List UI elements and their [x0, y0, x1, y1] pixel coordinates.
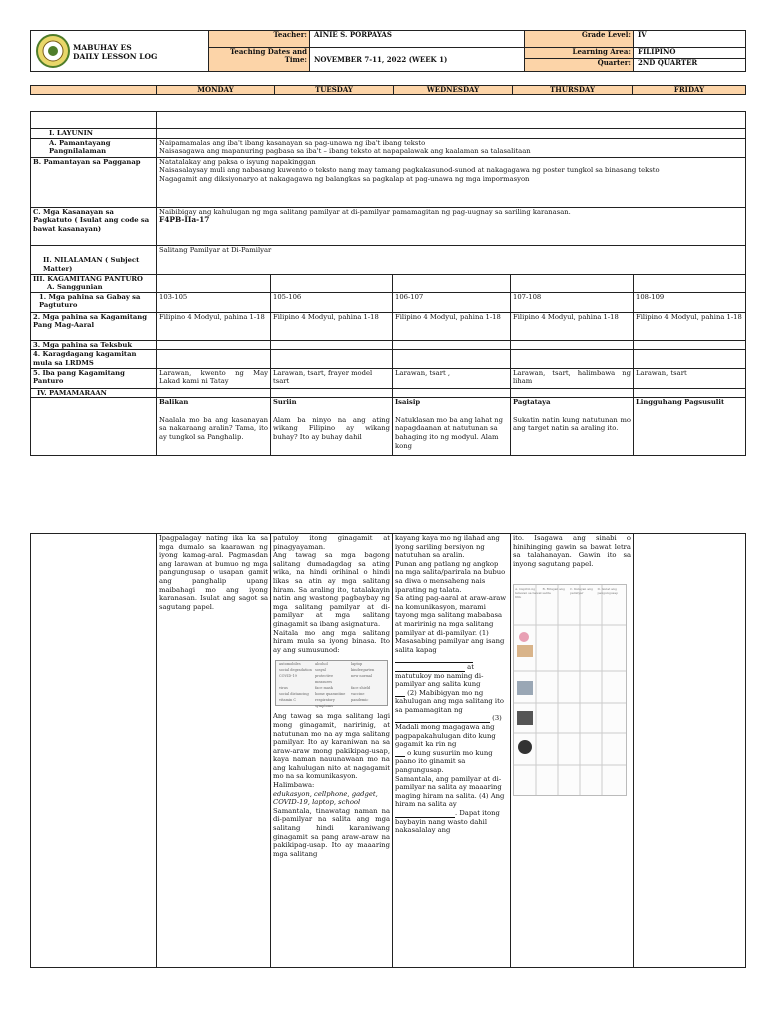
mini-word: COVID-19 — [279, 674, 297, 679]
suriin-cont-d: Ang tawag sa mga salitang lagi mong ginagamit, naririnig, at natutunan mo na ay mga salitang pamilyar. Ito ay karaniwan na sa araw-araw mong pakikipag-usap, kaya naman nauunawaan mo na ang kahulugan nito at nagagamit mo na sa komunikasyon. — [273, 712, 390, 781]
mini-word: new normal — [351, 674, 372, 679]
kagamitang-panturo-label: III. KAGAMITANG PANTURO — [33, 274, 143, 283]
balikan-heading: Balikan — [159, 398, 189, 407]
isaisip-cont-e: (2) Mabibigyan mo ng kahulugan ang mga salitang ito sa pamamagitan ng — [395, 688, 504, 714]
gabay-mon: 103-105 — [157, 292, 271, 312]
day-thursday: THURSDAY — [513, 86, 633, 95]
mini-word: social degradation — [279, 668, 312, 673]
pagtataya-heading: Pagtataya — [513, 398, 551, 407]
mini-word: respiratory symptoms — [315, 698, 335, 709]
mini-word: virus — [279, 686, 288, 691]
area-label: Learning Area: — [525, 48, 634, 59]
iba-thu: Larawan, tsart, halimbawa ng liham — [511, 368, 634, 388]
suriin-heading: Suriin — [273, 398, 297, 407]
lingguhan-heading: Lingguhang Pagsusulit — [636, 398, 725, 407]
nilalaman-label: II. NILALAMAN ( Subject Matter) — [31, 245, 157, 274]
log-title: DAILY LESSON LOG — [73, 52, 158, 61]
suriin-cont-c: Naitala mo ang mga salitang hiram mula sa iyong binasa. Ito ay ang sumusunod: — [273, 628, 390, 654]
isaisip-cont-g: o kung susuriin mo kung paano ito ginamit sa pangungusap. — [395, 748, 493, 775]
competency-code: F4PB-IIa-17 — [159, 215, 210, 225]
pagganap-text2: Naisasalaysay muli ang nabasang kuwento o teksto nang may tamang pagkakasunod-sunod at nakagagawa ng poster tungkol sa binasang teksto — [159, 166, 660, 175]
deped-seal-icon — [36, 34, 70, 68]
mini-word: automobiles — [279, 662, 301, 667]
isaisip-heading: Isaisip — [395, 398, 421, 407]
day-friday: FRIDAY — [633, 86, 746, 95]
blank-line — [395, 655, 473, 663]
layunin-heading: I. LAYUNIN — [31, 129, 157, 139]
quarter-value: 2ND QUARTER — [634, 59, 746, 72]
teacher-label: Teacher: — [209, 31, 310, 48]
teksbuk-label: 3. Mga pahina sa Teksbuk — [31, 340, 157, 350]
thumb-label: A. Gupitin ng larawan sa bawat titik — [515, 587, 542, 599]
kag-mon: Filipino 4 Modyul, pahina 1-18 — [157, 312, 271, 340]
mini-word: protective measures — [315, 674, 334, 685]
day-monday: MONDAY — [157, 86, 275, 95]
gabay-label: 1. Mga pahina sa Gabay sa Pagtuturo — [31, 292, 157, 312]
isaisip-cont-i: . Dapat itong baybayin nang wasto dahil nakasalalay ang — [395, 809, 500, 835]
kag-wed: Filipino 4 Modyul, pahina 1-18 — [393, 312, 511, 340]
balikan-text: Naalala mo ba ang kasanayan sa nakaraang aralin? Tama, ito ay tungkol sa Panghalip. — [159, 415, 268, 441]
nilalaman-text: Salitang Pamilyar at Di-Pamilyar — [157, 245, 746, 274]
isaisip-cont-d: at matutukoy mo naming di-pamilyar ang salita kung — [395, 662, 484, 689]
iba-fri: Larawan, tsart — [634, 368, 746, 388]
mini-word: social distancing — [279, 692, 309, 697]
blank-line — [395, 715, 490, 723]
pagtataya-cont: ito. Isagawa ang sinabi o hinihinging gawin sa bawat letra sa talahanayan. Gawin ito sa inyong sagutang papel. — [513, 534, 631, 568]
teacher-value: AINIE S. PORPAYAS — [310, 31, 525, 48]
pamantayang-nilalaman-label: A. Pamantayang Pangnilalaman — [31, 138, 157, 157]
balikan-continued: Ipagpalagay nating ika ka sa mga dumalo sa kaarawan ng iyong kamag-aral. Pagmasdan ang larawan at bumuo ng mga pangungusap o usapan gamit ang panghalip upang maibahagi mo ang iyong karanasan. Isulat ang sagot sa sagutang papel. — [159, 534, 268, 611]
mini-word: home quarantine — [315, 692, 346, 697]
mini-word: sosyal — [315, 668, 326, 673]
lesson-table — [30, 111, 746, 456]
school-block — [30, 30, 746, 72]
iba-label: 5. Iba pang Kagamitang Panturo — [31, 368, 157, 388]
blank-line — [395, 749, 405, 757]
suriin-cont-a: patuloy itong ginagamit at pinagyayaman. — [273, 534, 390, 551]
iba-mon: Larawan, kwento ng May Lakad kami ni Tatay — [157, 368, 271, 388]
quarter-label: Quarter: — [525, 59, 634, 72]
gabay-wed: 106-107 — [393, 292, 511, 312]
blank-line — [395, 810, 455, 818]
gabay-thu: 107-108 — [511, 292, 634, 312]
halimbawa-words: edukasyon, cellphone, gadget, COVID-19, laptop, school — [273, 789, 378, 807]
halimbawa-label: Halimbawa: — [273, 781, 315, 790]
isaisip-cont-h: Samantala, ang pamilyar at di-pamilyar na salita ay maaaring maging hiram na salita. (4) Ang hiram na salita ay — [395, 774, 505, 809]
school-name: MABUHAY ES — [73, 43, 132, 52]
sanggunian-label: A. Sanggunian — [47, 283, 103, 292]
mini-word: laptop — [351, 662, 363, 667]
thumb-label: B. Bilugan ang salita — [542, 587, 565, 595]
blank-line — [395, 664, 465, 672]
grade-label: Grade Level: — [525, 31, 634, 48]
kasanayan-text: Naibibigay ang kahulugan ng mga salitang pamilyar at di-pamilyar pamamagitan ng pag-uugnay sa sariling karanasan. — [159, 207, 571, 216]
borrowed-words-table — [275, 660, 388, 709]
grade-value: IV — [634, 31, 746, 48]
day-wednesday: WEDNESDAY — [394, 86, 513, 95]
pamantayang-nilalaman-text2: Naisasagawa ang mapanuring pagbasa sa iba't – ibang teksto at napapalawak ang kaalaman sa talasalitaan — [159, 147, 531, 156]
pamantayang-nilalaman-text1: Naipamamalas ang iba't ibang kasanayan sa pag-unawa ng iba't ibang teksto — [159, 138, 426, 147]
kag-thu: Filipino 4 Modyul, pahina 1-18 — [511, 312, 634, 340]
pagtataya-text: Sukatin natin kung natutunan mo ang target natin sa araling ito. — [513, 415, 631, 433]
suriin-text: Alam ba ninyo na ang ating wikang Filipino ay wikang buhay? Ito ay buhay dahil — [273, 415, 390, 441]
isaisip-text: Natuklasan mo ba ang lahat ng napagdaanan at natutunan sa bahaging ito ng modyul. Alam kong — [395, 415, 504, 450]
days-row — [30, 85, 746, 95]
kasanayan-label: C. Mga Kasanayan sa Pagkatuto ( Isulat ang code sa bawat kasanayan) — [31, 207, 157, 245]
mini-word: kindergarten — [351, 668, 375, 673]
isaisip-cont-f: (3) Madali mong magagawa ang pagpapakahulugan dito kung gagamit ka rin ng — [395, 714, 502, 749]
lesson-table-page2 — [30, 533, 746, 968]
area-value: FILIPINO — [634, 48, 746, 59]
mini-word: face mask — [315, 686, 333, 691]
isaisip-cont-c: Sa ating pag-aaral at araw-araw na komunikasyon, marami tayong mga salitang mababasa at maririnig na mga salitang pamilyar at di-pamilyar. (1) Masasabing pamilyar ang isang salita kapag — [395, 594, 507, 654]
kagamitan-mag-aaral-label: 2. Mga pahina sa Kagamitang Pang Mag-Aaral — [31, 312, 157, 340]
iba-wed: Larawan, tsart , — [393, 368, 511, 388]
pagganap-text1: Natatalakay ang paksa o isyung napakinggan — [159, 157, 316, 166]
iba-tue: Larawan, tsart, frayer model tsart — [271, 368, 393, 388]
pagganap-text3: Nagagamit ang diksiyonaryo at nakagagawa ng balangkas sa pagkalap at pag-unawa ng mga impormasyon — [159, 174, 530, 183]
dates-value: NOVEMBER 7-11, 2022 (WEEK 1) — [310, 48, 525, 72]
thumb-label: D. Isulat ang pangungusap — [597, 587, 619, 595]
pamamaraan-label: IV. PAMAMARAAN — [31, 388, 157, 398]
thumb-label: C. Kulayan ang pamilyar — [570, 587, 593, 595]
mini-word: alcohol — [315, 662, 328, 667]
suriin-cont-b: Ang tawag sa mga bagong salitang dumadagdag sa ating wika, na hindi orihinal o hindi likas sa atin ay mga salitang hiram. Sa araling ito, tatalakayin natin ang wastong pagbaybay ng mga salitang pamilyar at di-pamilyar at mga salitang ginagamit sa ibang asignatura. — [273, 551, 390, 628]
school-cell — [31, 31, 209, 72]
worksheet-image-icon — [514, 585, 626, 795]
pamantayan-pagganap-label: B. Pamantayan sa Pagganap — [31, 157, 157, 207]
mini-word: vaccine — [351, 692, 365, 697]
blank-line — [395, 689, 405, 697]
isaisip-cont-b: Punan ang patlang ng angkop na mga salita/parirala na bubuo sa diwa o mensaheng nais iparating ng talata. — [395, 559, 506, 594]
gabay-tue: 105-106 — [271, 292, 393, 312]
lrdms-label: 4. Karagdagang kagamitan mula sa LRDMS — [31, 350, 157, 368]
mini-word: pandemic — [351, 698, 369, 703]
mini-word: face shield — [351, 686, 371, 691]
mini-word: vitamin C — [279, 698, 297, 703]
worksheet-thumbnail — [513, 584, 627, 796]
kag-tue: Filipino 4 Modyul, pahina 1-18 — [271, 312, 393, 340]
day-tuesday: TUESDAY — [275, 86, 394, 95]
gabay-fri: 108-109 — [634, 292, 746, 312]
kag-fri: Filipino 4 Modyul, pahina 1-18 — [634, 312, 746, 340]
suriin-cont-f: Samantala, tinawatag naman na di-pamilyar na salita ang mga salitang hindi karaniwang ginagamit sa pang araw-araw na pakikipag-usap. Ito ay maaaring mga salitang — [273, 806, 390, 858]
dates-label: Teaching Dates and Time: — [209, 48, 310, 72]
isaisip-cont-a: kayang kaya mo ng ilahad ang iyong sariling bersiyon ng natutuhan sa aralin. — [395, 534, 500, 560]
